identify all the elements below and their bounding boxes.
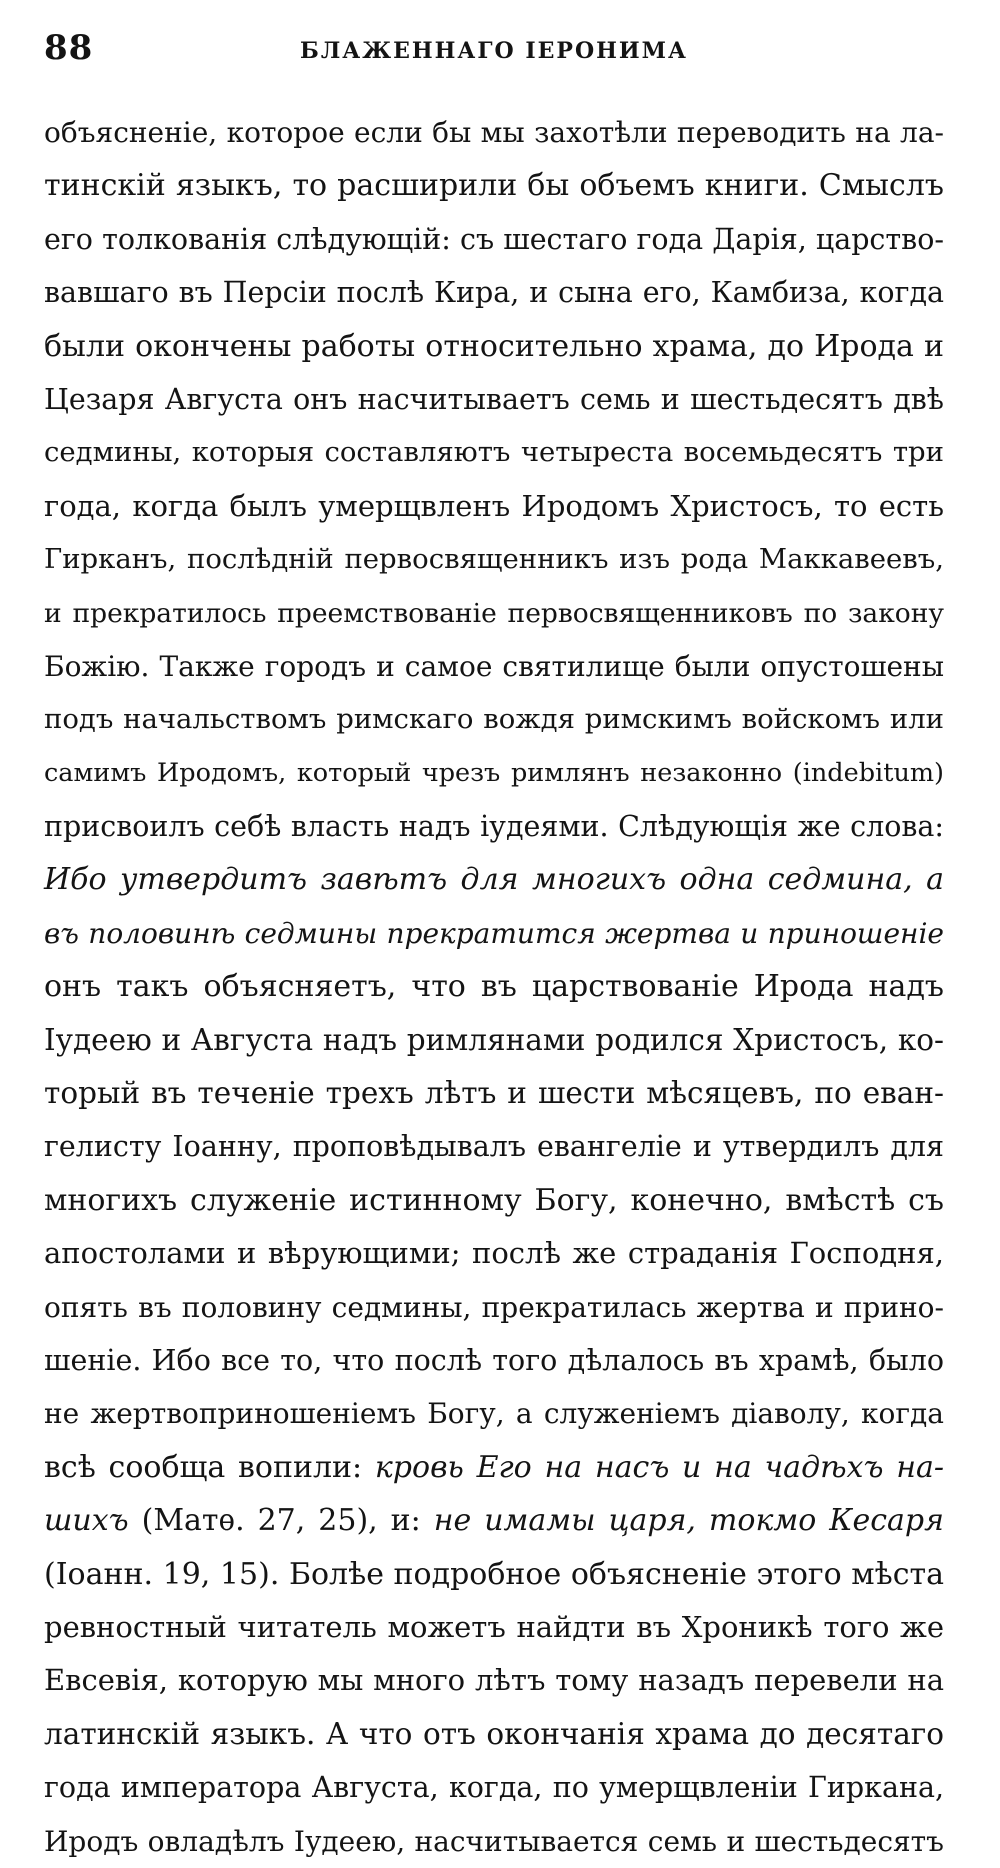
text-segment: тинскій языкъ, то расширили бы объемъ книги. Смыслъ [44,168,944,204]
text-line [44,266,944,319]
text-segment: и прекратилось преемствованіе первосвященниковъ по закону [44,597,944,629]
text-segment: всѣ сообща вопили: [44,1449,375,1485]
text-segment: его толкованія слѣдующій: съ шестаго года Дарія, царство- [44,222,944,256]
page-number: 88 [44,28,94,68]
text-line [44,1174,944,1227]
text-line [44,587,944,640]
text-line [44,1067,944,1120]
text-line [44,693,944,746]
text-segment: седмины, которыя составляютъ четыреста восемьдесятъ три [44,436,944,469]
text-line [44,1227,944,1280]
text-segment: Цезаря Августа онъ насчитываетъ семь и шестьдесятъ двѣ [44,382,944,416]
text-line [44,1761,944,1814]
text-segment: присвоилъ себѣ власть надъ іудеями. Слѣдующія же слова: [44,810,944,844]
text-line [44,320,944,373]
text-line [44,533,944,586]
text-line [44,1601,944,1654]
italic-quote-segment: не имамы царя, токмо Кесаря [433,1503,944,1539]
italic-quote-segment: Ибо утвердитъ завѣтъ для многихъ одна седмина, а [44,862,944,898]
text-segment: Иродъ овладѣлъ Іудеею, насчитывается семь и шестьдесятъ [44,1824,944,1858]
text-segment: (Іоанн. 19, 15). Болѣе подробное объясненіе этого мѣста [44,1556,944,1592]
text-line [44,640,944,693]
text-line [44,1014,944,1067]
text-line [44,907,944,960]
text-line [44,1441,944,1494]
text-line [44,1548,944,1601]
running-title: БЛАЖЕННАГО ІЕРОНИМА [300,38,688,64]
text-segment: Іудеею и Августа надъ римлянами родился Христосъ, ко- [44,1022,944,1057]
text-line [44,213,944,266]
text-line [44,1708,944,1761]
text-segment: подъ начальствомъ римскаго вождя римскимъ войскомъ или [44,703,944,736]
text-segment: многихъ служеніе истинному Богу, конечно, вмѣстѣ съ [44,1182,944,1218]
text-line [44,1120,944,1173]
text-line [44,800,944,853]
text-segment: вавшаго въ Персіи послѣ Кира, и сына его, Камбиза, когда [44,276,944,310]
text-segment: года, когда былъ умерщвленъ Иродомъ Христосъ, то есть [44,488,944,523]
text-segment: Божію. Также городъ и самое святилище были опустошены [44,649,944,683]
text-segment: объясненіе, которое если бы мы захотѣли переводить на ла- [44,116,944,149]
text-line [44,747,944,800]
text-segment: самимъ Иродомъ, который чрезъ римлянъ незаконно (indebitum) [44,757,944,788]
page-header [44,28,944,88]
text-segment: не жертвоприношеніемъ Богу, а служеніемъ діаволу, когда [44,1397,944,1431]
text-line [44,373,944,426]
body-text [44,106,944,1868]
text-segment: были окончены работы относительно храма, до Ирода и [44,328,944,364]
text-line [44,106,944,159]
text-segment: апостолами и вѣрующими; послѣ же страданія Господня, [44,1236,944,1271]
text-segment: шеніе. Ибо все то, что послѣ того дѣлалось въ храмѣ, было [44,1343,944,1377]
text-line [44,1387,944,1440]
text-segment: опять въ половину седмины, прекратилась жертва и прино- [44,1290,944,1324]
text-segment: ревностный читатель можетъ найдти въ Хроникѣ того же [44,1609,944,1644]
text-segment: торый въ теченіе трехъ лѣтъ и шести мѣсяцевъ, по еван- [44,1076,944,1111]
text-line [44,480,944,533]
text-segment: (Матѳ. 27, 25), и: [128,1503,434,1539]
text-segment: Евсевія, которую мы много лѣтъ тому назадъ перевели на [44,1663,944,1698]
text-segment: онъ такъ объясняетъ, что въ царствованіе Ирода надъ [44,969,944,1005]
text-line [44,159,944,212]
text-line [44,1334,944,1387]
text-segment: Гирканъ, послѣдній первосвященникъ изъ рода Маккавеевъ, [44,543,944,576]
text-segment: года императора Августа, когда, по умерщвленіи Гиркана, [44,1771,944,1805]
text-line [44,1281,944,1334]
text-segment: гелисту Іоанну, проповѣдывалъ евангеліе и утвердилъ для [44,1130,944,1164]
text-line [44,960,944,1013]
text-line [44,1654,944,1707]
text-line [44,853,944,906]
italic-quote-segment: шихъ [44,1503,129,1539]
text-line [44,1494,944,1547]
text-line [44,426,944,479]
italic-quote-segment: кровь Его на насъ и на чадѣхъ на- [374,1449,944,1485]
italic-quote-segment: въ половинѣ седмины прекратится жертва и приношеніе [44,916,944,950]
text-segment: латинскій языкъ. А что отъ окончанія храма до десятаго [44,1716,944,1751]
text-line [44,1815,944,1868]
